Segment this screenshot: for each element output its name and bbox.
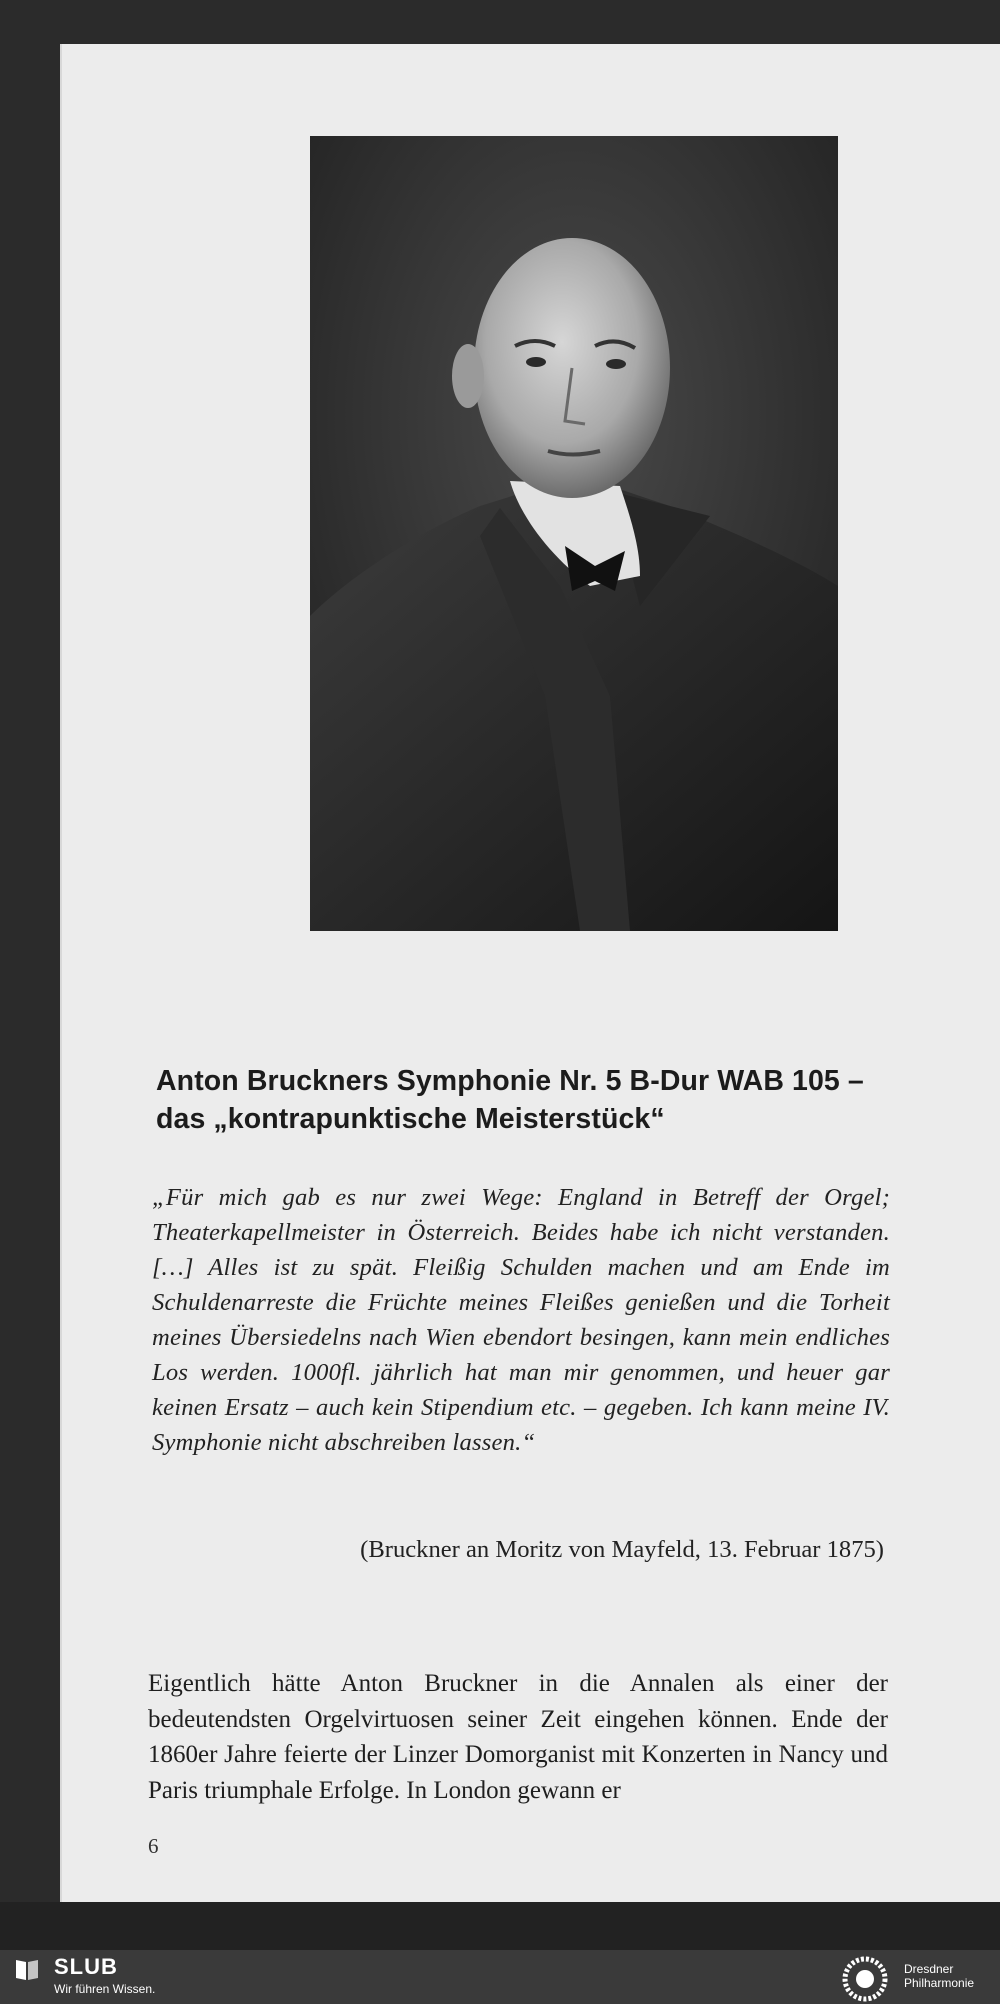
partner-name-line-1: Dresdner [904, 1962, 954, 1976]
partner-name-line-2: Philharmonie [904, 1976, 975, 1990]
heading-line-1: Anton Bruckners Symphonie Nr. 5 B-Dur WAB 105 – [156, 1065, 864, 1097]
heading-line-2: das „kontrapunktische Meisterstück“ [156, 1103, 665, 1135]
scan-border [0, 1902, 1000, 1950]
page-number: 6 [148, 1834, 159, 1858]
quote-attribution: (Bruckner an Moritz von Mayfeld, 13. Februar 1875) [360, 1536, 884, 1563]
slub-logo-icon [14, 1958, 40, 1982]
body-paragraph: Eigentlich hätte Anton Bruckner in die Annalen als einer der bedeutendsten Orgelvirtuosen seiner Zeit eingehen können. Ende der 1860er Jahre feierte der Linzer Domorganist mit Konzerten in Nancy und Paris triumphale Erfolge. In London gewann er [148, 1670, 888, 1804]
portrait-photo [310, 136, 838, 931]
dresdner-philharmonie-logo-icon [842, 1956, 888, 2002]
library-tagline: Wir führen Wissen. [54, 1982, 156, 1996]
article-heading [156, 1062, 896, 1138]
footer-bar [0, 1950, 1000, 2004]
bruckner-quote: „Für mich gab es nur zwei Wege: England in Betreff der Orgel; Theaterkapellmeister in Österreich. Beides habe ich nicht verstanden. […] Alles ist zu spät. Fleißig Schulden machen und am Ende im Schuldenarreste die Früchte meines Fleißes genießen und die Torheit meines Übersiedelns nach Wien ebendort besingen, kann mein endliches Los werden. 1000fl. jährlich hat man mir genommen, und heuer gar keinen Ersatz – auch kein Stipendium etc. – gegeben. Ich kann meine IV. Symphonie nicht abschreiben lassen.“ [152, 1184, 890, 1456]
partner-name [904, 1962, 974, 1990]
library-name: SLUB [54, 1954, 118, 1979]
